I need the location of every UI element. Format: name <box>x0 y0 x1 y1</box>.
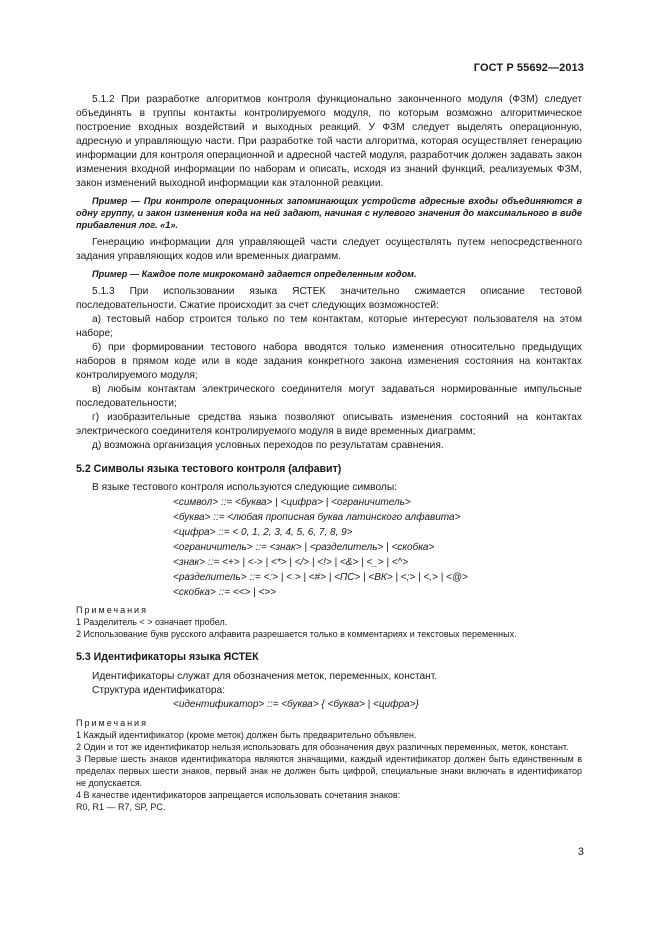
section-heading-5-3: 5.3 Идентификаторы языка ЯСТЕК <box>76 651 259 663</box>
grammar-line: <ограничитель> ::= <знак> | <разделитель> | <скобка> <box>173 542 435 553</box>
grammar-line: <разделитель> ::= <:> | < > | <#> | <ПС> | <ВК> | <;> | <,> | <@> <box>173 572 468 583</box>
paragraph-5-1-3: 5.1.3 При использовании языка ЯСТЕК значительно сжимается описание тестовой последовательности. Сжатие происходит за счет следующих возможностей: <box>76 286 582 311</box>
note-item: R0, R1 — R7, SP, PC. <box>76 802 166 812</box>
note-item: 1 Разделитель < > означает пробел. <box>76 617 228 627</box>
example-1: Пример — При контроле операционных запоминающих устройств адресные входы объединяются в одну группу, и закон изменения кода на ней задают, начиная с нулевого значения до максимального в виде прибавления лог. «1». <box>76 196 582 230</box>
standard-header: ГОСТ Р 55692—2013 <box>473 62 584 74</box>
paragraph-identifiers: Идентификаторы служат для обозначения меток, переменных, констант. <box>92 671 438 682</box>
note-item: 4 В качестве идентификаторов запрещается использовать сочетания знаков: <box>76 790 401 800</box>
list-item-v: в) любым контактам электрического соединителя могут задаваться нормированные импульсные последовательности; <box>76 384 582 409</box>
list-item-a: а) тестовый набор строится только по тем контактам, которые интересуют пользователя на этом наборе; <box>76 314 582 339</box>
paragraph-structure: Структура идентификатора: <box>92 685 226 696</box>
grammar-line: <цифра> ::= < 0, 1, 2, 3, 4, 5, 6, 7, 8, 9> <box>173 527 353 538</box>
notes-heading: Примечания <box>76 718 148 728</box>
note-item: 2 Использование букв русского алфавита разрешается только в комментариях и текстовых переменных. <box>76 629 517 639</box>
page-content <box>76 93 582 813</box>
notes-heading: Примечания <box>76 605 148 615</box>
grammar-line: <знак> ::= <+> | <-> | <*> | </> | <!> | <&> | <_> | <^> <box>173 557 409 568</box>
list-item-g: г) изобразительные средства языка позволяют описывать изменения состояний на контактах электрического соединителя контролируемого модуля в виде временных диаграмм; <box>76 412 582 437</box>
example-2: Пример — Каждое поле микрокоманд задается определенным кодом. <box>92 269 417 279</box>
note-item: 3 Первые шесть знаков идентификатора являются значащими, каждый идентификатор должен быть единственным в пределах первых шести знаков, первый знак не должен быть цифрой, специальные знаки включать в идентификатор не допускается. <box>76 754 582 788</box>
page-number: 3 <box>577 846 584 858</box>
paragraph-symbols-intro: В языке тестового контроля используются следующие символы: <box>92 482 398 493</box>
identifier-grammar: <идентификатор> ::= <буква> { <буква> | <цифра>} <box>173 699 419 710</box>
paragraph-5-1-2: 5.1.2 При разработке алгоритмов контроля функционально законченного модуля (ФЗМ) следует объединять в группы контакты контролируемого модуля, по которым возможно алгоритмическое построение входных воздействий и выходных реакций. У ФЗМ следует выделять операционную, адресную и управляющую части. При разработке той части алгоритма, которая осуществляет генерацию информации для контроля операционной и адресной частей модуля, разработчик должен задавать закон изменения входной информации по наборам и описать, исходя из знаний функций, реализуемых ФЗМ, закон изменений выходной информации как эталонной реакции. <box>76 94 582 189</box>
list-item-b: б) при формировании тестового набора вводятся только изменения относительно предыдущих наборов в прямом коде или в коде задания конкретного закона изменения состояния на контактах контролируемого модуля; <box>76 342 582 381</box>
note-item: 1 Каждый идентификатор (кроме меток) должен быть предварительно объявлен. <box>76 730 417 740</box>
list-item-d: д) возможна организация условных переходов по результатам сравнения. <box>92 440 444 451</box>
paragraph-control-part: Генерацию информации для управляющей части следует осуществлять путем непосредственного задания управляющих кодов или временных диаграмм. <box>76 237 582 262</box>
note-item: 2 Один и тот же идентификатор нельзя использовать для обозначения двух различных переменных, меток, констант. <box>76 742 569 752</box>
grammar-line: <символ> ::= <буква> | <цифра> | <ограничитель> <box>173 497 411 508</box>
grammar-line: <буква> ::= <любая прописная буква латинского алфавита> <box>173 512 461 523</box>
section-heading-5-2: 5.2 Символы языка тестового контроля (алфавит) <box>76 463 342 475</box>
grammar-line: <скобка> ::= <<> | <>> <box>173 587 277 598</box>
alphabet-grammar <box>76 495 582 600</box>
